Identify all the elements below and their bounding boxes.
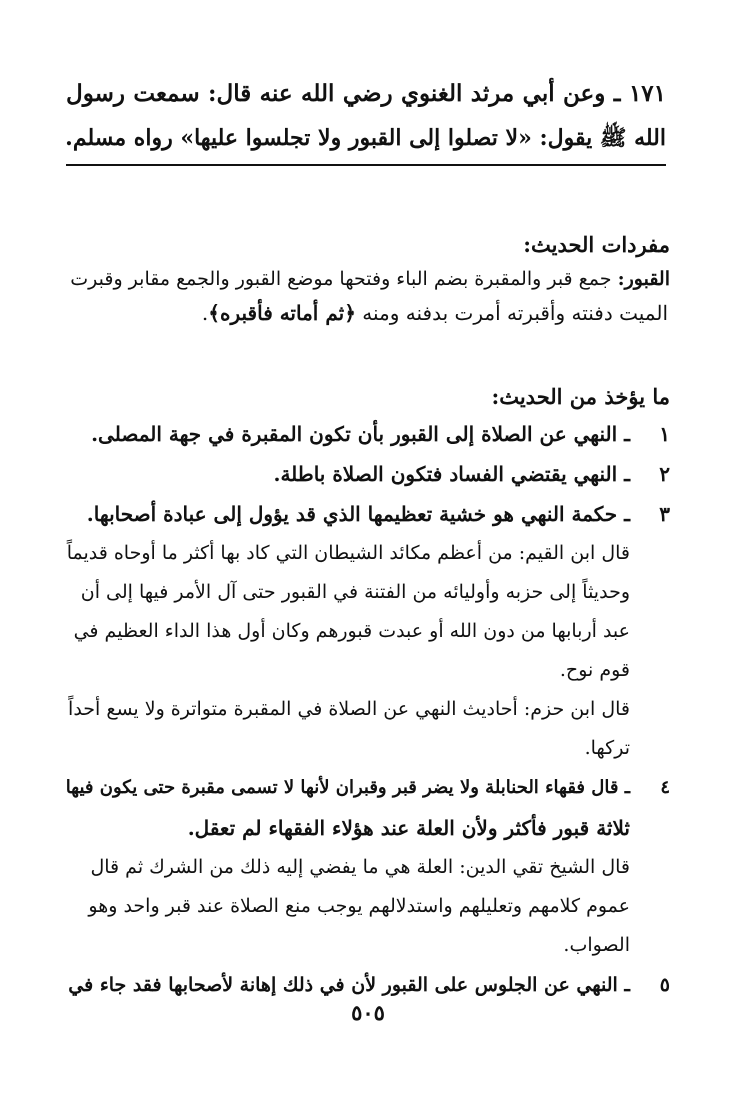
- lessons-heading: ما يؤخذ من الحديث:: [491, 384, 670, 409]
- definition-end: .: [201, 301, 209, 325]
- lesson-item-1: [66, 414, 670, 454]
- quote-ibn-hazm: [66, 690, 670, 768]
- quote-line: قال الشيخ تقي الدين: العلة هي ما يفضي إليه ذلك من الشرك ثم قال: [90, 856, 630, 878]
- page-number: ٥٠٥: [351, 1000, 385, 1025]
- divider-rule: [66, 164, 666, 166]
- lesson-item-2: [66, 454, 670, 494]
- vocabulary-heading: مفردات الحديث:: [523, 232, 670, 257]
- lesson-text: ثلاثة قبور فأكثر ولأن العلة عند هؤلاء الفقهاء لم تعقل.: [187, 816, 630, 840]
- lesson-text: ـ النهي عن الجلوس على القبور لأن في ذلك إهانة لأصحابها فقد جاء في: [68, 974, 630, 996]
- quote-taqi-al-din: [66, 848, 670, 965]
- definition-line-1: [66, 262, 670, 296]
- quote-line: قوم نوح.: [559, 659, 630, 681]
- lesson-number: ٢: [659, 462, 670, 486]
- definition-line-2: [66, 296, 670, 330]
- quote-ibn-qayyim: [66, 534, 670, 690]
- lesson-text: ـ النهي عن الصلاة إلى القبور بأن تكون المقبرة في جهة المصلى.: [91, 422, 630, 446]
- lesson-item-4: [66, 768, 670, 808]
- lesson-item-4-continued: [66, 808, 670, 848]
- definition-term: القبور:: [617, 268, 670, 290]
- definition-text: جمع قبر والمقبرة بضم الباء وفتحها موضع القبور والجمع مقابر وقبرت: [70, 268, 612, 290]
- quote-line: الصواب.: [563, 934, 630, 956]
- lesson-text: ـ النهي يقتضي الفساد فتكون الصلاة باطلة.: [273, 462, 630, 486]
- lesson-text: ـ حكمة النهي هو خشية تعظيمها الذي قد يؤول إلى عبادة أصحابها.: [86, 502, 630, 526]
- definition-text-continued: الميت دفنته وأقبرته أمرت بدفنه ومنه: [362, 301, 668, 325]
- quote-line: قال ابن القيم: من أعظم مكائد الشيطان التي كاد بها أكثر ما أوحاه قديماً: [66, 542, 630, 564]
- hadith-text: [66, 72, 666, 166]
- lesson-item-3: [66, 494, 670, 534]
- quote-line: وحديثاً إلى حزبه وأوليائه من الفتنة في القبور حتى آل الأمر فيها إلى أن: [80, 581, 630, 603]
- lessons-section: [66, 380, 670, 1005]
- quote-line: عموم كلامهم وتعليلهم واستدلالهم يوجب منع الصلاة عند قبر واحد وهو: [88, 895, 630, 917]
- lesson-number: ٤: [660, 777, 670, 798]
- lesson-number: ٣: [659, 502, 670, 526]
- quran-quote: ﴿ثم أماته فأقبره﴾: [208, 301, 356, 325]
- quote-line: قال ابن حزم: أحاديث النهي عن الصلاة في المقبرة متواترة ولا يسع أحداً: [68, 698, 630, 720]
- quote-line: عبد أربابها من دون الله أو عبدت قبورهم وكان أول هذا الداء العظيم في: [73, 620, 630, 642]
- lesson-item-5: [66, 965, 670, 1005]
- quote-line: تركها.: [584, 737, 630, 759]
- lesson-text: ـ قال فقهاء الحنابلة ولا يضر قبر وقبران لأنها لا تسمى مقبرة حتى يكون فيها: [65, 777, 630, 798]
- hadith-line-1: ١٧١ ـ وعن أبي مرثد الغنوي رضي الله عنه قال: سمعت رسول: [66, 80, 666, 107]
- lesson-number: ١: [659, 422, 670, 446]
- lesson-number: ٥: [659, 974, 670, 996]
- hadith-line-2: الله ﷺ يقول: «لا تصلوا إلى القبور ولا تجلسوا عليها» رواه مسلم.: [65, 125, 666, 151]
- vocabulary-section: [66, 228, 670, 330]
